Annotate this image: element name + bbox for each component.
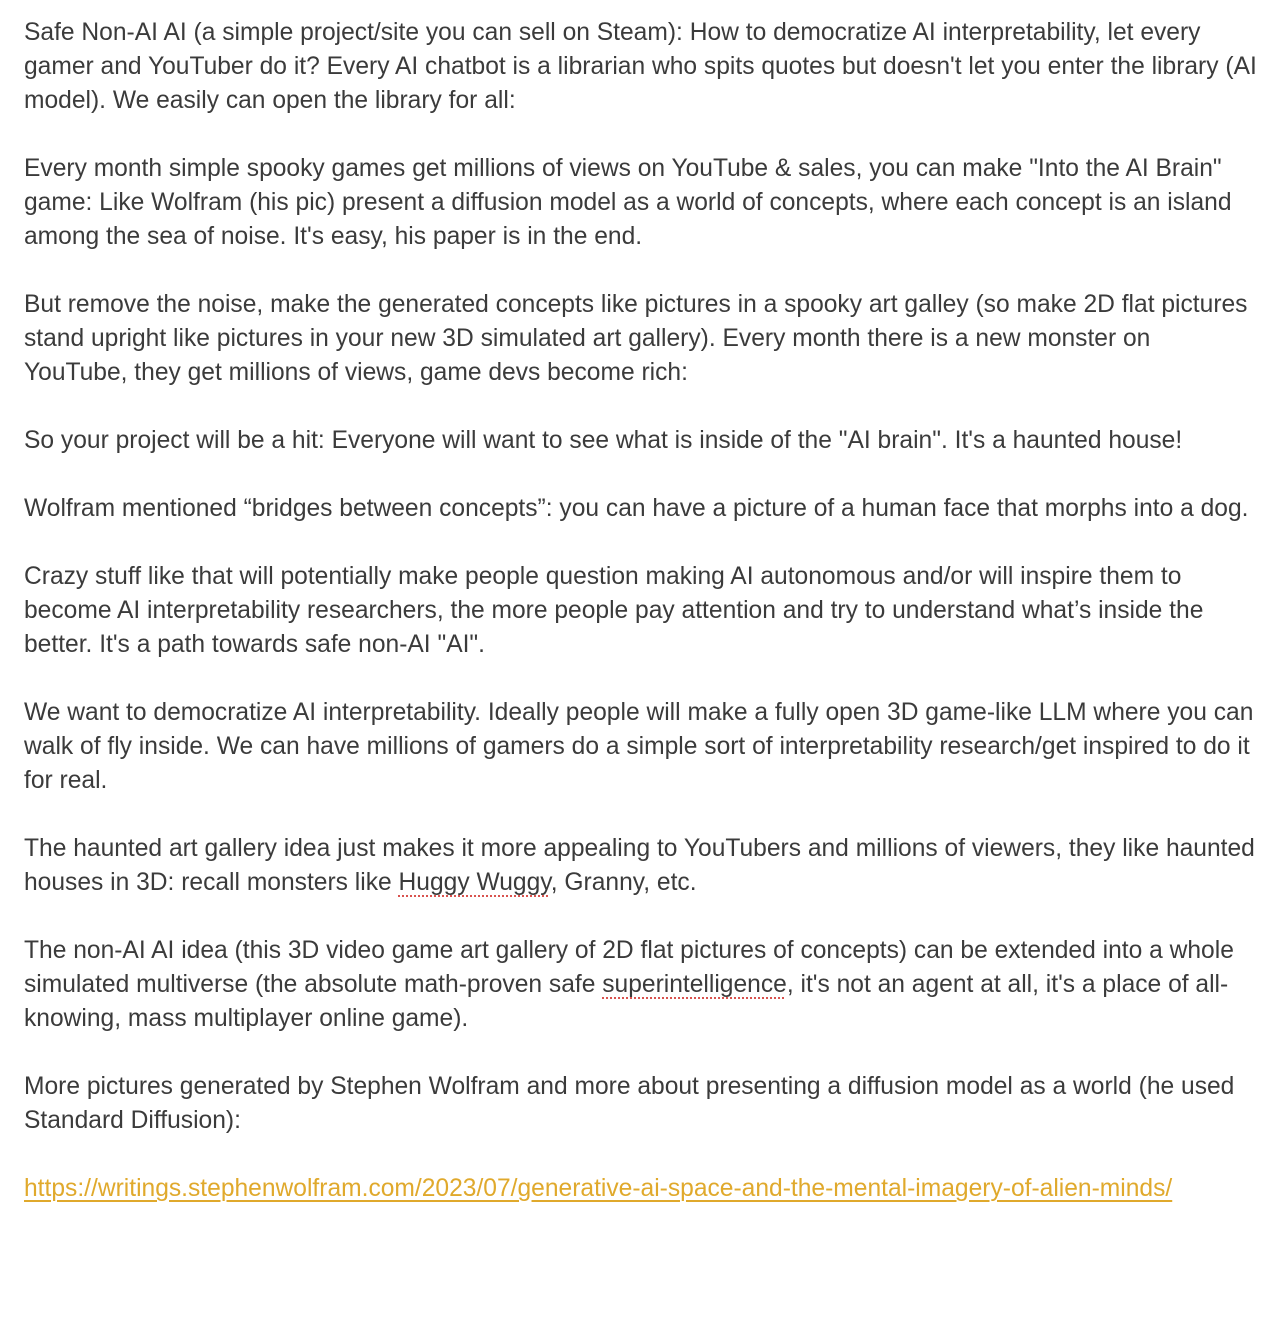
paragraph-haunted-gallery: [24, 832, 1260, 900]
paragraph-into-the-ai-brain: Every month simple spooky games get millions of views on YouTube & sales, you can make "Into the AI Brain" game: Like Wolfram (his pic) present a diffusion model as a world of concepts, where each concept is an island among the sea of noise. It's easy, his paper is in the end.: [24, 155, 1232, 250]
paragraph-haunted-house: So your project will be a hit: Everyone will want to see what is inside of the "AI brain". It's a haunted house!: [24, 427, 1183, 454]
paragraph-text: The haunted art gallery idea just makes it more appealing to YouTubers and millions of viewers, they like haunted houses in 3D: recall monsters like: [24, 835, 1255, 896]
paragraph-democratize: We want to democratize AI interpretability. Ideally people will make a fully open 3D game-like LLM where you can walk of fly inside. We can have millions of gamers do a simple sort of interpretability research/get inspired to do it for real.: [24, 699, 1254, 794]
paragraph-spooky-gallery: But remove the noise, make the generated concepts like pictures in a spooky art galley (so make 2D flat pictures stand upright like pictures in your new 3D simulated art gallery). Every month there is a new monster on YouTube, they get millions of views, game devs become rich:: [24, 291, 1248, 386]
paragraph-text: The non-AI AI idea (this 3D video game art gallery of 2D flat pictures of concepts) can be extended into a whole simulated multiverse (the absolute math-proven safe: [24, 937, 1234, 998]
misspelled-word[interactable]: superintelligence: [602, 971, 787, 998]
note-body[interactable]: [24, 16, 1260, 1240]
paragraph-more-pictures: More pictures generated by Stephen Wolfram and more about presenting a diffusion model as a world (he used Standard Diffusion):: [24, 1073, 1235, 1134]
paragraph-crazy-stuff: Crazy stuff like that will potentially make people question making AI autonomous and/or will inspire them to become AI interpretability researchers, the more people pay attention and try to understand what’s inside the better. It's a path towards safe non-AI "AI".: [24, 563, 1204, 658]
paragraph-text: , Granny, etc.: [550, 869, 697, 896]
paragraph-intro: Safe Non-AI AI (a simple project/site you can sell on Steam): How to democratize AI interpretability, let every gamer and YouTuber do it? Every AI chatbot is a librarian who spits quotes but doesn't let you enter the library (AI model). We easily can open the library for all:: [24, 19, 1257, 114]
misspelled-word[interactable]: Huggy Wuggy: [398, 869, 551, 896]
wolfram-article-link[interactable]: https://writings.stephenwolfram.com/2023/07/generative-ai-space-and-the-mental-imagery-of-alien-minds/: [24, 1175, 1173, 1202]
paragraph-link: [24, 1172, 1260, 1206]
paragraph-bridges: Wolfram mentioned “bridges between concepts”: you can have a picture of a human face that morphs into a dog.: [24, 495, 1249, 522]
paragraph-text: , it's not an agent at all, it's a place of all-knowing, mass multiplayer online game).: [24, 971, 1229, 1032]
paragraph-multiverse: [24, 934, 1260, 1036]
